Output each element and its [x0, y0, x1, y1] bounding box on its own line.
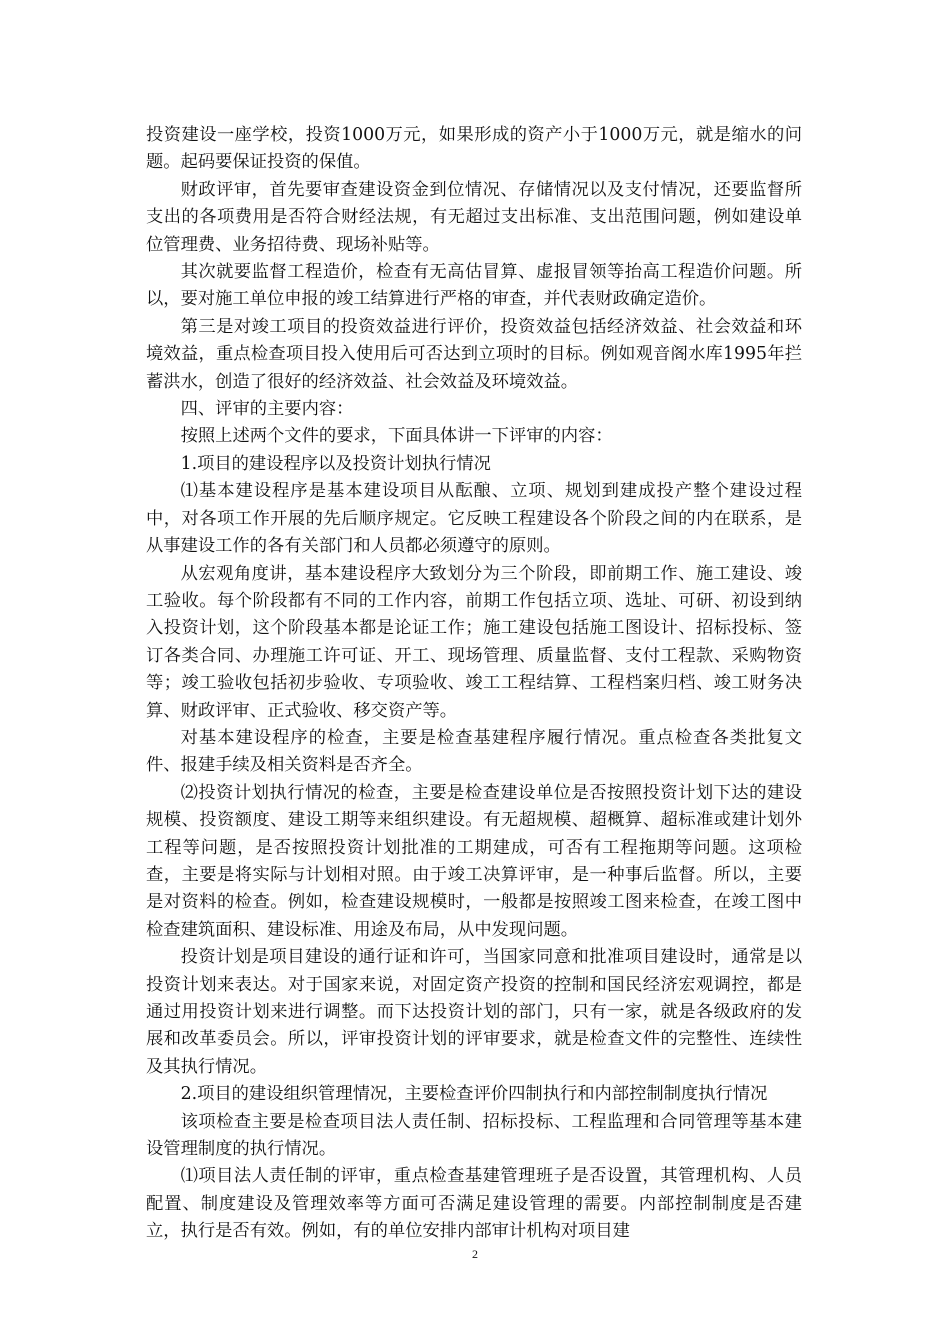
paragraph: 财政评审，首先要审查建设资金到位情况、存储情况以及支付情况，还要监督所支出的各项费用是否符合财经法规，有无超过支出标准、支出范围问题，例如建设单位管理费、业务招待费、现场补贴等。 [146, 179, 802, 255]
paragraph: 投资建设一座学校，投资1000万元，如果形成的资产小于1000万元，就是缩水的问题。起码要保证投资的保值。 [146, 125, 802, 173]
section-heading: 四、评审的主要内容： [180, 399, 354, 420]
paragraph: ⑵投资计划执行情况的检查，主要是检查建设单位是否按照投资计划下达的建设规模、投资额度、建设工期等来组织建设。有无超规模、超概算、超标准或建计划外工程等问题，是否按照投资计划批准的工期建成，可否有工程拖期等问题。这项检查，主要是将实际与计划相对照。由于竣工决算评审，是一种事后监督。所以，主要是对资料的检查。例如，检查建设规模时，一般都是按照竣工图来检查，在竣工图中检查建筑面积、建设标准、用途及布局，从中发现问题。 [146, 782, 802, 940]
paragraph: 对基本建设程序的检查，主要是检查基建程序履行情况。重点检查各类批复文件、报建手续及相关资料是否齐全。 [146, 727, 802, 776]
body-text [146, 122, 802, 1246]
page-number: 2 [472, 1247, 478, 1261]
subsection-heading: 1.项目的建设程序以及投资计划执行情况 [180, 453, 491, 474]
subsection-heading: 2.项目的建设组织管理情况，主要检查评价四制执行和内部控制制度执行情况 [180, 1084, 768, 1105]
paragraph: 投资计划是项目建设的通行证和许可，当国家同意和批准项目建设时，通常是以投资计划来表达。对于国家来说，对固定资产投资的控制和国民经济宏观调控，都是通过用投资计划来进行调整。而下达投资计划的部门，只有一家，就是各级政府的发展和改革委员会。所以，评审投资计划的评审要求，就是检查文件的完整性、连续性及其执行情况。 [146, 947, 802, 1077]
paragraph: ⑴基本建设程序是基本建设项目从酝酿、立项、规划到建成投产整个建设过程中，对各项工作开展的先后顺序规定。它反映工程建设各个阶段之间的内在联系，是从事建设工作的各有关部门和人员都必须遵守的原则。 [146, 481, 802, 557]
paragraph: 按照上述两个文件的要求，下面具体讲一下评审的内容： [180, 426, 613, 447]
paragraph: 第三是对竣工项目的投资效益进行评价，投资效益包括经济效益、社会效益和环境效益，重点检查项目投入使用后可否达到立项时的目标。例如观音阁水库1995年拦蓄洪水，创造了很好的经济效益、社会效益及环境效益。 [146, 316, 802, 392]
paragraph: ⑴项目法人责任制的评审，重点检查基建管理班子是否设置，其管理机构、人员配置、制度建设及管理效率等方面可否满足建设管理的需要。内部控制制度是否建立，执行是否有效。例如，有的单位安排内部审计机构对项目建 [146, 1166, 802, 1242]
paragraph: 其次就要监督工程造价，检查有无高估冒算、虚报冒领等抬高工程造价问题。所以，要对施工单位申报的竣工结算进行严格的审查，并代表财政确定造价。 [146, 262, 802, 310]
paragraph: 从宏观角度讲，基本建设程序大致划分为三个阶段，即前期工作、施工建设、竣工验收。每个阶段都有不同的工作内容，前期工作包括立项、选址、可研、初设到纳入投资计划，这个阶段基本都是论证工作；施工建设包括施工图设计、招标投标、签订各类合同、办理施工许可证、开工、现场管理、质量监督、支付工程款、采购物资等；竣工验收包括初步验收、专项验收、竣工工程结算、工程档案归档、竣工财务决算、财政评审、正式验收、移交资产等。 [146, 563, 802, 721]
paragraph: 该项检查主要是检查项目法人责任制、招标投标、工程监理和合同管理等基本建设管理制度的执行情况。 [146, 1111, 802, 1160]
